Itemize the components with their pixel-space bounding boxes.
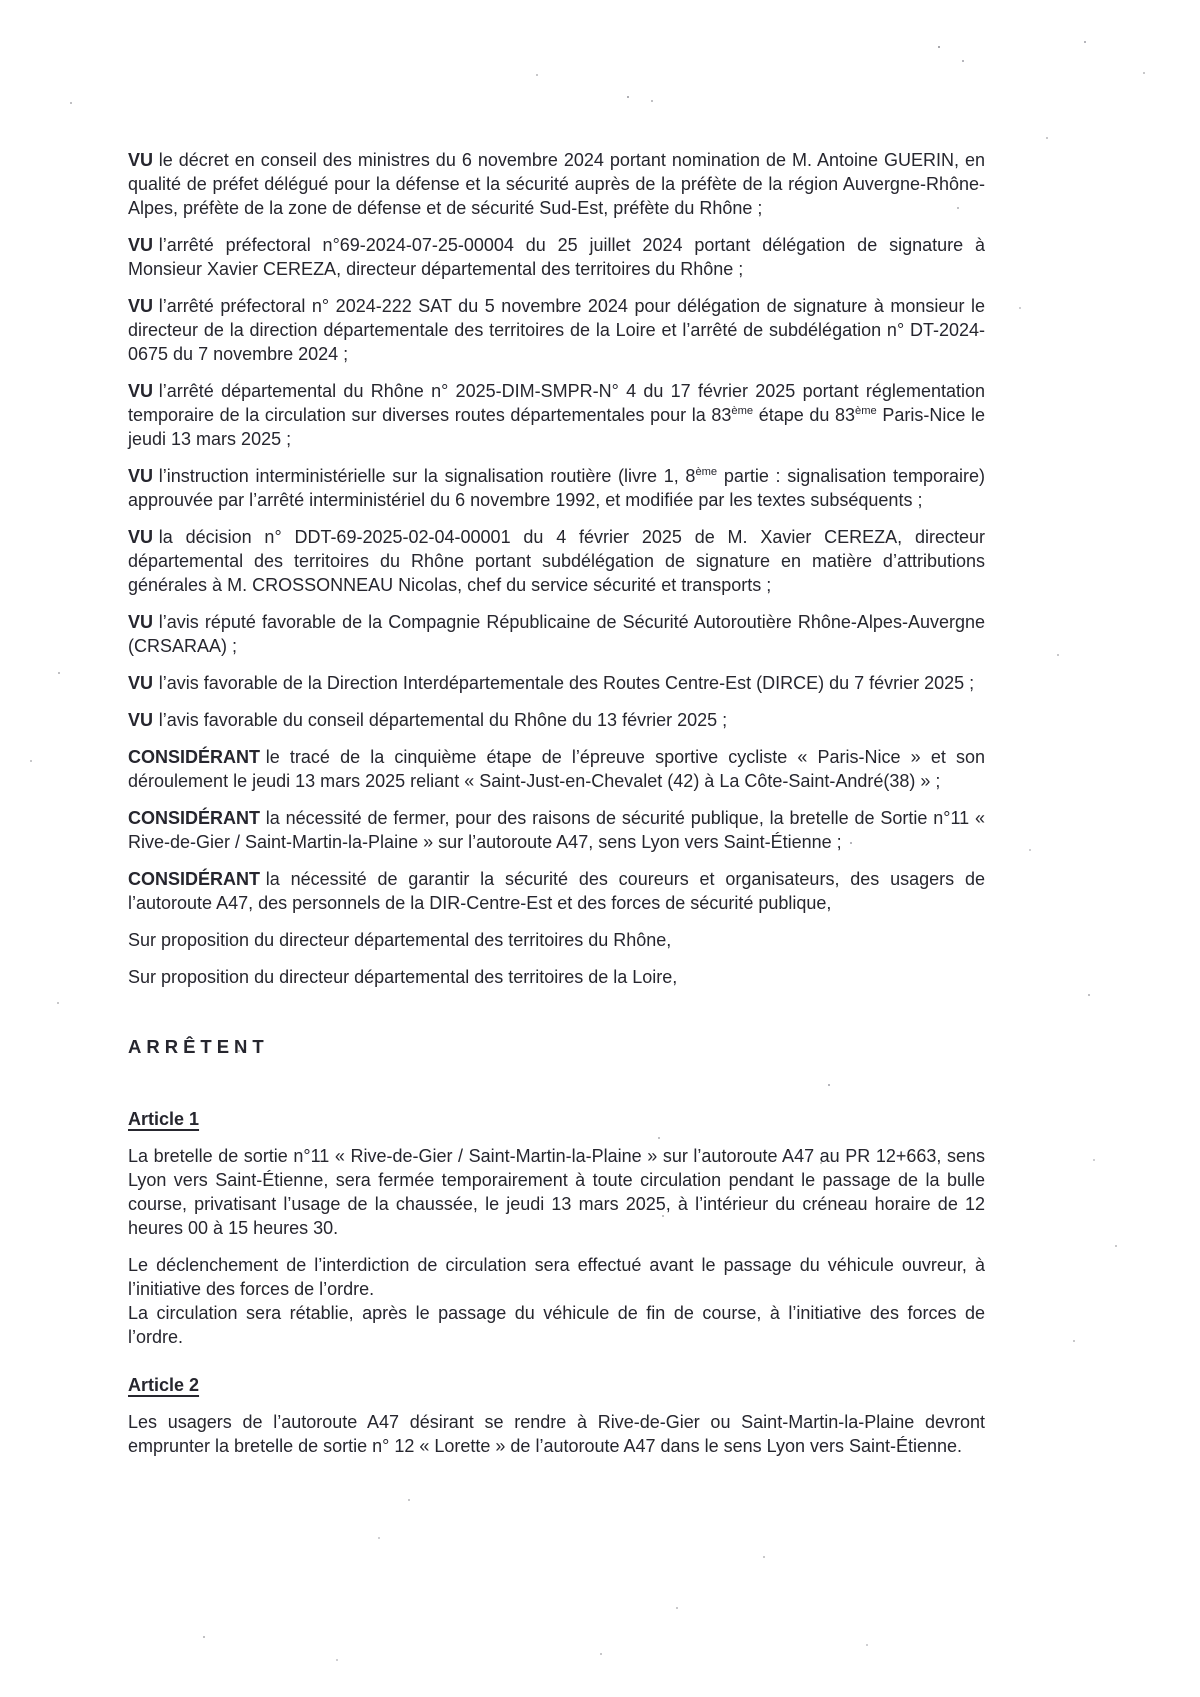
article-1-paragraph: Le déclenchement de l’interdiction de circulation sera effectué avant le passage du véhicule ouvreur, à l’initiative des forces de l’ordre. [128, 1255, 985, 1299]
article-2-paragraph: Les usagers de l’autoroute A47 désirant se rendre à Rive-de-Gier ou Saint-Martin-la-Plaine devront emprunter la bretelle de sortie n° 12 « Lorette » de l’autoroute A47 dans le sens Lyon vers Saint-Étienne. [128, 1412, 985, 1456]
considerant-label: CONSIDÉRANT [128, 747, 261, 767]
vu-clause [128, 464, 985, 512]
vu-clause [128, 379, 985, 451]
vu-label: VU [128, 466, 154, 486]
document-body [128, 148, 985, 1471]
vu-clause [128, 610, 985, 658]
vu-label: VU [128, 612, 154, 632]
ordinal-superscript: ème [695, 466, 718, 478]
vu-text: l’avis favorable de la Direction Interdépartementale des Routes Centre-Est (DIRCE) du 7 février 2025 ; [158, 673, 975, 693]
vu-clause [128, 671, 985, 695]
scan-noise-specks [0, 0, 2, 2]
considerant-clause [128, 745, 985, 793]
considerant-section [128, 745, 985, 915]
vu-label: VU [128, 710, 154, 730]
considerant-clause [128, 867, 985, 915]
article-2-heading: Article 2 [128, 1375, 200, 1395]
proposition-line: Sur proposition du directeur départemental des territoires de la Loire, [128, 967, 678, 987]
vu-label: VU [128, 527, 154, 547]
vu-text: Paris-Nice le jeudi 13 mars 2025 ; [128, 405, 985, 449]
vu-text: l’avis favorable du conseil départemental du Rhône du 13 février 2025 ; [158, 710, 728, 730]
vu-label: VU [128, 150, 154, 170]
considerant-label: CONSIDÉRANT [128, 808, 261, 828]
vu-label: VU [128, 381, 154, 401]
arretent-heading: ARRÊTENT [128, 1036, 269, 1057]
vu-clause [128, 294, 985, 366]
vu-label: VU [128, 296, 154, 316]
vu-text: la décision n° DDT-69-2025-02-04-00001 du 4 février 2025 de M. Xavier CEREZA, directeur départemental des territoires du Rhône portant subdélégation de signature en matière d’attributions générales à M. CROSSONNEAU Nicolas, chef du service sécurité et transports ; [128, 527, 985, 595]
vu-text: l’avis réputé favorable de la Compagnie Républicaine de Sécurité Autoroutière Rhône-Alpes-Auvergne (CRSARAA) ; [128, 612, 985, 656]
considerant-text: la nécessité de fermer, pour des raisons de sécurité publique, la bretelle de Sortie n°11 « Rive-de-Gier / Saint-Martin-la-Plaine » sur l’autoroute A47, sens Lyon vers Saint-Étienne ; [128, 808, 985, 852]
vu-label: VU [128, 673, 154, 693]
vu-text: l’instruction interministérielle sur la signalisation routière (livre 1, 8 [158, 466, 696, 486]
ordinal-superscript: ème [855, 405, 877, 417]
ordinal-superscript: ème [731, 405, 754, 417]
considerant-clause [128, 806, 985, 854]
vu-clause [128, 708, 985, 732]
vu-clause [128, 148, 985, 220]
article-1-paragraph: La circulation sera rétablie, après le passage du véhicule de fin de course, à l’initiative des forces de l’ordre. [128, 1303, 985, 1347]
vu-text: le décret en conseil des ministres du 6 novembre 2024 portant nomination de M. Antoine GUERIN, en qualité de préfet délégué pour la défense et la sécurité auprès de la préfète de la région Auvergne-Rhône-Alpes, préfète de la zone de défense et de sécurité Sud-Est, préfète du Rhône ; [128, 150, 985, 218]
vu-text: l’arrêté préfectoral n°69-2024-07-25-00004 du 25 juillet 2024 portant délégation de signature à Monsieur Xavier CEREZA, directeur départemental des territoires du Rhône ; [128, 235, 985, 279]
considerant-text: la nécessité de garantir la sécurité des coureurs et organisateurs, des usagers de l’autoroute A47, des personnels de la DIR-Centre-Est et des forces de sécurité publique, [128, 869, 985, 913]
vu-clause [128, 525, 985, 597]
considerant-text: le tracé de la cinquième étape de l’épreuve sportive cycliste « Paris-Nice » et son déroulement le jeudi 13 mars 2025 reliant « Saint-Just-en-Chevalet (42) à La Côte-Saint-André(38) » ; [128, 747, 985, 791]
vu-label: VU [128, 235, 154, 255]
vu-text: l’arrêté départemental du Rhône n° 2025-DIM-SMPR-N° 4 du 17 février 2025 portant réglementation temporaire de la circulation sur diverses routes départementales pour la 83 [128, 381, 985, 425]
vu-text: partie : signalisation temporaire) approuvée par l’arrêté interministériel du 6 novembre 1992, et modifiée par les textes subséquents ; [128, 466, 985, 510]
vu-text: l’arrêté préfectoral n° 2024-222 SAT du 5 novembre 2024 pour délégation de signature à monsieur le directeur de la direction départementale des territoires de la Loire et l’arrêté de subdélégation n° DT-2024-0675 du 7 novembre 2024 ; [128, 296, 985, 364]
vu-text: étape du 83 [753, 405, 856, 425]
vu-clause [128, 233, 985, 281]
proposition-line: Sur proposition du directeur départemental des territoires du Rhône, [128, 930, 672, 950]
considerant-label: CONSIDÉRANT [128, 869, 261, 889]
article-1-paragraph: La bretelle de sortie n°11 « Rive-de-Gier / Saint-Martin-la-Plaine » sur l’autoroute A47 au PR 12+663, sens Lyon vers Saint-Étienne, sera fermée temporairement à toute circulation pendant le passage de la bulle course, privatisant l’usage de la chaussée, le jeudi 13 mars 2025, à l’intérieur du créneau horaire de 12 heures 00 à 15 heures 30. [128, 1146, 985, 1238]
article-1-heading: Article 1 [128, 1109, 200, 1129]
